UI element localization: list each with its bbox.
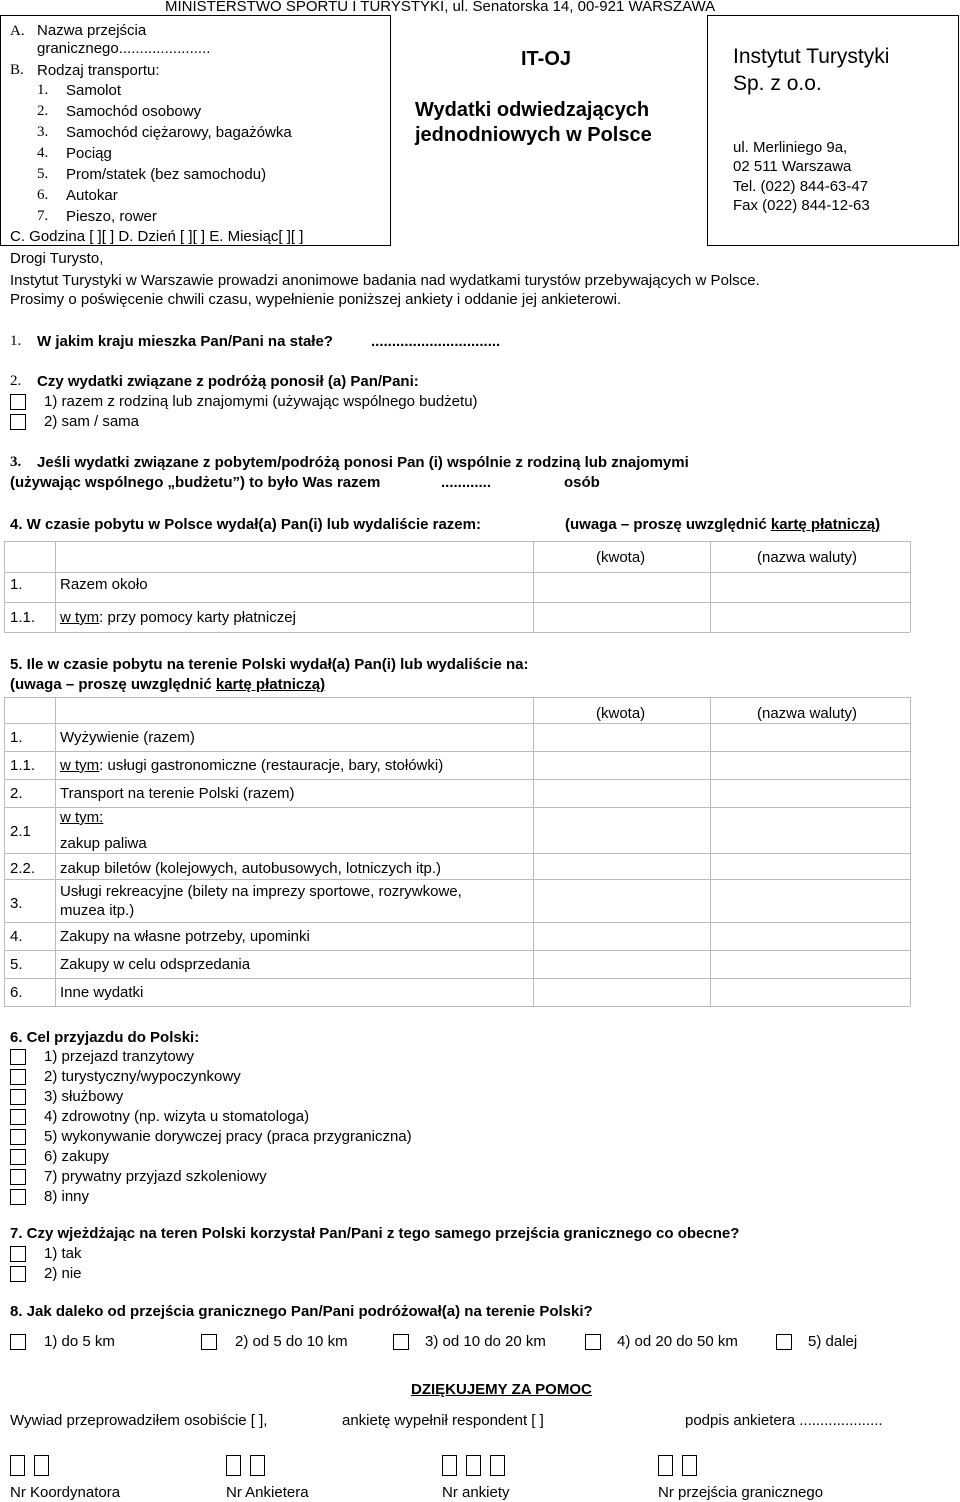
code-digit-box[interactable] — [250, 1455, 265, 1476]
table-rule — [4, 751, 910, 752]
institute-name: Instytut Turystyki — [733, 45, 890, 68]
q7-option2-label: 2) nie — [44, 1265, 82, 1282]
institute-address1: ul. Merliniego 9a, — [733, 139, 848, 156]
q5-amount-cell[interactable] — [534, 780, 709, 806]
q8-option5-checkbox[interactable] — [776, 1334, 792, 1350]
field-b-label: Rodzaj transportu: — [37, 62, 160, 79]
q3-line2: (używając wspólnego „budżetu”) to było Was razem — [10, 474, 381, 491]
code-digit-box[interactable] — [10, 1455, 25, 1476]
q5-amount-cell[interactable] — [534, 979, 709, 1005]
transport-option-label[interactable]: Samolot — [66, 82, 122, 99]
institute-name-suffix: Sp. z o.o. — [733, 72, 822, 95]
table-rule — [4, 853, 910, 854]
q7-option1-checkbox[interactable] — [10, 1246, 26, 1262]
q6-option-checkbox[interactable] — [10, 1149, 26, 1165]
transport-option-label[interactable]: Prom/statek (bez samochodu) — [66, 166, 267, 183]
q3-unit: osób — [564, 474, 600, 491]
intro-line1: Instytut Turystyki w Warszawie prowadzi anonimowe badania nad wydatkami turystów przebywających w Polsce. — [10, 272, 760, 289]
q7-option2-checkbox[interactable] — [10, 1266, 26, 1282]
q7-title: 7. Czy wjeżdżając na teren Polski korzystał Pan/Pani z tego samego przejścia granicznego co obecne? — [10, 1225, 740, 1242]
q5-row6-label: Usługi rekreacyjne (bilety na imprezy sportowe, rozrywkowe, — [60, 883, 462, 900]
field-b-letter: B. — [10, 62, 24, 78]
code-digit-box[interactable] — [466, 1455, 481, 1476]
border-crossing-number-label: Nr przejścia granicznego — [658, 1484, 824, 1501]
field-a-dots[interactable]: granicznego...................... — [37, 40, 211, 57]
q5-col-amount: (kwota) — [596, 705, 646, 722]
q3-number: 3. — [10, 454, 22, 470]
q5-row2-label: w tym: usługi gastronomiczne (restauracje, bary, stołówki) — [60, 757, 444, 774]
q8-option3-label: 3) od 10 do 20 km — [425, 1333, 546, 1350]
table-rule — [4, 723, 910, 724]
q5-title-line2: (uwaga – proszę uwzględnić kartę płatniczą) — [10, 676, 326, 693]
form-title-line1: Wydatki odwiedzających — [415, 99, 650, 121]
transport-option-number: 1. — [37, 82, 49, 98]
q6-option-checkbox[interactable] — [10, 1069, 26, 1085]
q4-col-currency: (nazwa waluty) — [757, 549, 858, 566]
code-digit-box[interactable] — [442, 1455, 457, 1476]
q6-option-label: 2) turystyczny/wypoczynkowy — [44, 1068, 241, 1085]
q5-row6-label2: muzea itp.) — [60, 902, 135, 919]
table-column-rule — [55, 697, 56, 1006]
q5-row4-num: 2.1 — [10, 823, 31, 840]
q2-number: 2. — [10, 373, 22, 389]
table-rule — [4, 1006, 910, 1007]
q8-option1-label: 1) do 5 km — [44, 1333, 115, 1350]
q6-title: 6. Cel przyjazdu do Polski: — [10, 1029, 200, 1046]
transport-option-label[interactable]: Samochód ciężarowy, bagażówka — [66, 124, 292, 141]
q8-option1-checkbox[interactable] — [10, 1334, 26, 1350]
q6-option-checkbox[interactable] — [10, 1189, 26, 1205]
q6-option-label: 6) zakupy — [44, 1148, 110, 1165]
q5-amount-cell[interactable] — [534, 880, 709, 921]
thanks-heading: DZIĘKUJEMY ZA POMOC — [411, 1381, 592, 1398]
table-column-rule — [910, 697, 911, 1006]
q6-option-label: 1) przejazd tranzytowy — [44, 1048, 195, 1065]
table-rule — [4, 697, 910, 698]
q5-row5-label: zakup biletów (kolejowych, autobusowych, lotniczych itp.) — [60, 860, 442, 877]
q8-option2-checkbox[interactable] — [201, 1334, 217, 1350]
q4-row1-label: Razem około — [60, 576, 148, 593]
q5-row7-label: Zakupy na własne potrzeby, upominki — [60, 928, 310, 945]
q4-amount-cell-2[interactable] — [534, 603, 709, 631]
q1-number: 1. — [10, 333, 22, 349]
q5-row5-num: 2.2. — [10, 860, 36, 877]
q5-row1-num: 1. — [10, 729, 23, 746]
q5-row3-num: 2. — [10, 785, 23, 802]
q2-option1-label: 1) razem z rodziną lub znajomymi (używając wspólnego budżetu) — [44, 393, 478, 410]
form-code: IT-OJ — [521, 48, 572, 70]
respondent-filled-field[interactable]: ankietę wypełnił respondent [ ] — [342, 1412, 544, 1429]
transport-option-label[interactable]: Autokar — [66, 187, 118, 204]
code-digit-box[interactable] — [490, 1455, 505, 1476]
q4-amount-cell-1[interactable] — [534, 573, 709, 601]
q6-option-label: 7) prywatny przyjazd szkoleniowy — [44, 1168, 267, 1185]
q4-row1-num: 1. — [10, 576, 23, 593]
q5-amount-cell[interactable] — [534, 923, 709, 949]
q8-title: 8. Jak daleko od przejścia granicznego Pan/Pani podróżował(a) na terenie Polski? — [10, 1303, 593, 1320]
transport-option-number: 7. — [37, 208, 49, 224]
q4-note: (uwaga – proszę uwzględnić kartę płatniczą) — [565, 516, 881, 533]
intro-greeting: Drogi Turysto, — [10, 250, 104, 267]
table-rule — [4, 950, 910, 951]
institute-phone: Tel. (022) 844-63-47 — [733, 178, 869, 195]
transport-option-number: 3. — [37, 124, 49, 140]
q5-amount-cell[interactable] — [534, 951, 709, 977]
q8-option4-label: 4) od 20 do 50 km — [617, 1333, 738, 1350]
code-digit-box[interactable] — [658, 1455, 673, 1476]
q5-row9-num: 6. — [10, 984, 23, 1001]
q5-row1-label: Wyżywienie (razem) — [60, 729, 195, 746]
q6-option-label: 4) zdrowotny (np. wizyta u stomatologa) — [44, 1108, 310, 1125]
code-digit-box[interactable] — [34, 1455, 49, 1476]
code-digit-box[interactable] — [226, 1455, 241, 1476]
table-rule — [4, 922, 910, 923]
interviewer-signature[interactable]: podpis ankietera .................... — [685, 1412, 883, 1429]
q6-option-checkbox[interactable] — [10, 1109, 26, 1125]
q5-amount-cell[interactable] — [534, 854, 709, 878]
intro-line2: Prosimy o poświęcenie chwili czasu, wypełnienie poniższej ankiety i oddanie jej ankieterowi. — [10, 291, 622, 308]
field-a-letter: A. — [10, 23, 25, 39]
q1-answer-dots[interactable]: ............................... — [371, 333, 501, 350]
transport-option-number: 4. — [37, 145, 49, 161]
q5-amount-cell[interactable] — [534, 724, 709, 750]
q6-option-checkbox[interactable] — [10, 1129, 26, 1145]
interview-personal-field[interactable]: Wywiad przeprowadziłem osobiście [ ], — [10, 1412, 268, 1429]
code-digit-box[interactable] — [682, 1455, 697, 1476]
q4-title: 4. W czasie pobytu w Polsce wydał(a) Pan(i) lub wydaliście razem: — [10, 516, 481, 533]
q2-option2-label: 2) sam / sama — [44, 413, 140, 430]
q4-row2-num: 1.1. — [10, 609, 36, 626]
transport-option-number: 6. — [37, 187, 49, 203]
q5-row8-label: Zakupy w celu odsprzedania — [60, 956, 251, 973]
q5-row7-num: 4. — [10, 928, 23, 945]
q6-option-checkbox[interactable] — [10, 1089, 26, 1105]
q5-row4-label: zakup paliwa — [60, 835, 147, 852]
transport-option-label[interactable]: Pieszo, rower — [66, 208, 157, 225]
q4-col-amount: (kwota) — [596, 549, 646, 566]
survey-number-label: Nr ankiety — [442, 1484, 510, 1501]
table-rule — [4, 807, 910, 808]
transport-option-label[interactable]: Samochód osobowy — [66, 103, 202, 120]
q5-title-line1: 5. Ile w czasie pobytu na terenie Polski wydał(a) Pan(i) lub wydaliście na: — [10, 656, 529, 673]
q4-row2-label: w tym: przy pomocy karty płatniczej — [60, 609, 296, 626]
q5-row2-num: 1.1. — [10, 757, 36, 774]
q6-option-label: 3) służbowy — [44, 1088, 124, 1105]
table-column-rule — [4, 697, 5, 1006]
q6-option-label: 8) inny — [44, 1188, 90, 1205]
interviewer-number-label: Nr Ankietera — [226, 1484, 309, 1501]
q5-col-currency: (nazwa waluty) — [757, 705, 858, 722]
q8-option2-label: 2) od 5 do 10 km — [235, 1333, 348, 1350]
q1-text: W jakim kraju mieszka Pan/Pani na stałe? — [37, 333, 333, 350]
q5-row3-label: Transport na terenie Polski (razem) — [60, 785, 295, 802]
table-rule — [4, 978, 910, 979]
q2-option1-checkbox[interactable] — [10, 394, 26, 410]
q6-option-label: 5) wykonywanie dorywczej pracy (praca przygraniczna) — [44, 1128, 412, 1145]
form-title-line2: jednodniowych w Polsce — [415, 124, 652, 146]
institute-address2: 02 511 Warszawa — [733, 158, 852, 175]
q6-option-checkbox[interactable] — [10, 1049, 26, 1065]
q5-row6-num: 3. — [10, 895, 23, 912]
q3-line1: Jeśli wydatki związane z pobytem/podróżą ponosi Pan (i) wspólnie z rodziną lub znajomymi — [37, 454, 689, 471]
table-rule — [4, 879, 910, 880]
q7-option1-label: 1) tak — [44, 1245, 82, 1262]
coordinator-number-label: Nr Koordynatora — [10, 1484, 121, 1501]
transport-option-number: 5. — [37, 166, 49, 182]
ministry-header: MINISTERSTWO SPORTU I TURYSTYKI, ul. Senatorska 14, 00-921 WARSZAWA — [165, 0, 716, 15]
table-rule — [4, 779, 910, 780]
q3-answer-dots[interactable]: ............ — [441, 474, 492, 491]
time-date-fields[interactable]: C. Godzina [ ][ ] D. Dzień [ ][ ] E. Miesiąc[ ][ ] — [10, 228, 304, 245]
transport-option-label[interactable]: Pociąg — [66, 145, 112, 162]
q5-row4-prefix: w tym: — [60, 809, 104, 826]
q8-option5-label: 5) dalej — [808, 1333, 858, 1350]
q8-option4-checkbox[interactable] — [585, 1334, 601, 1350]
q5-row8-num: 5. — [10, 956, 23, 973]
q2-text: Czy wydatki związane z podróżą ponosił (a) Pan/Pani: — [37, 373, 419, 390]
table-column-rule — [710, 697, 711, 1006]
q5-amount-cell[interactable] — [534, 808, 709, 852]
field-a-label: Nazwa przejścia — [37, 22, 147, 39]
q5-row9-label: Inne wydatki — [60, 984, 144, 1001]
q8-option3-checkbox[interactable] — [393, 1334, 409, 1350]
q6-option-checkbox[interactable] — [10, 1169, 26, 1185]
q5-amount-cell[interactable] — [534, 752, 709, 778]
q2-option2-checkbox[interactable] — [10, 414, 26, 430]
transport-option-number: 2. — [37, 103, 49, 119]
institute-fax: Fax (022) 844-12-63 — [733, 197, 870, 214]
